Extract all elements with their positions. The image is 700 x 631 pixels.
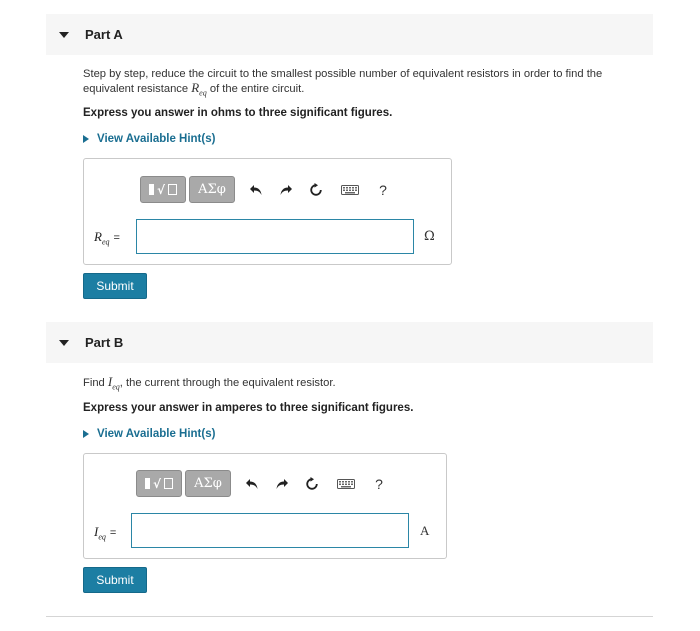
undo-icon[interactable] [244, 476, 260, 492]
part-b-description: Find $I_{eq}$, the current through the equivalent resistor. [83, 374, 336, 392]
triangle-right-icon [83, 430, 89, 438]
templates-button[interactable]: √ [140, 176, 186, 203]
part-a-description: Step by step, reduce the circuit to the smallest possible number of equivalent resistors in order to find the equivalent resistance $R_{eq}$ of the entire circuit. [83, 68, 603, 98]
part-a-title: Part A [85, 27, 123, 42]
part-a-submit-button[interactable]: Submit [83, 273, 147, 299]
part-b-hint-link[interactable]: View Available Hint(s) [83, 428, 215, 440]
part-a-hint-link[interactable]: View Available Hint(s) [83, 133, 215, 145]
part-a-header[interactable] [46, 14, 653, 55]
section-divider [46, 616, 653, 617]
part-a-math-toolbar [140, 176, 391, 203]
r-eq-label: $R_{eq}$ = [94, 229, 120, 247]
unit-ohm: Ω [424, 229, 435, 244]
r-eq-input[interactable] [136, 219, 414, 254]
r-eq-symbol: $R_{eq}$ [191, 80, 207, 98]
help-icon[interactable]: ? [379, 181, 387, 198]
part-b-instruction: Express your answer in amperes to three significant figures. [83, 402, 414, 414]
reset-icon[interactable] [308, 182, 324, 198]
redo-icon[interactable] [274, 476, 290, 492]
i-eq-input[interactable] [131, 513, 409, 548]
part-b-header[interactable] [46, 322, 653, 363]
keyboard-icon[interactable] [336, 476, 356, 492]
greek-symbols-button[interactable]: ΑΣφ [185, 470, 231, 497]
collapse-triangle-icon[interactable] [59, 340, 69, 346]
collapse-triangle-icon[interactable] [59, 32, 69, 38]
part-b-title: Part B [85, 335, 124, 350]
greek-symbols-button[interactable]: ΑΣφ [189, 176, 235, 203]
i-eq-label: $I_{eq}$ = [94, 524, 117, 542]
part-a-instruction: Express you answer in ohms to three significant figures. [83, 107, 393, 119]
help-icon[interactable]: ? [375, 475, 383, 492]
i-eq-symbol: $I_{eq}$ [107, 374, 120, 392]
reset-icon[interactable] [304, 476, 320, 492]
triangle-right-icon [83, 135, 89, 143]
part-b-submit-button[interactable]: Submit [83, 567, 147, 593]
templates-button[interactable]: √ [136, 470, 182, 497]
part-b-math-toolbar [136, 470, 387, 497]
keyboard-icon[interactable] [340, 182, 360, 198]
unit-ampere: A [420, 523, 430, 538]
undo-icon[interactable] [248, 182, 264, 198]
redo-icon[interactable] [278, 182, 294, 198]
